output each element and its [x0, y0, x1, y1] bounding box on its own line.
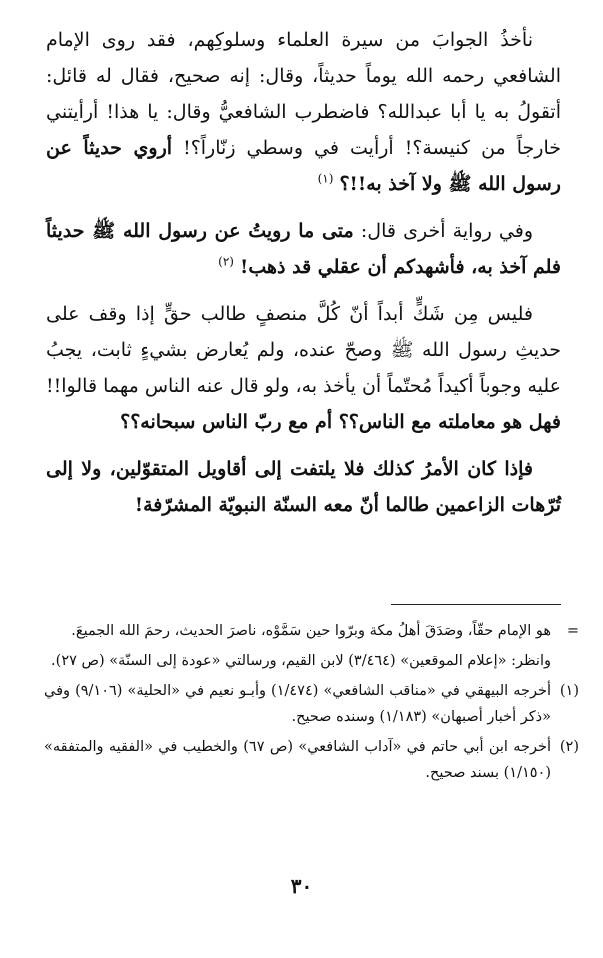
paragraph-2 [46, 213, 561, 285]
paragraph-3-question: فهل هو معاملته مع الناس؟؟ أم مع ربّ الناس سبحانه؟؟ [120, 411, 561, 433]
footnote-2 [44, 734, 579, 786]
page-number: ٣٠ [290, 874, 313, 898]
footnote-1 [44, 678, 579, 730]
footnote-1-text: أخرجه البيهقي في «مناقب الشافعي» (١/٤٧٤) وأبـو نعيم في «الحلية» (٩/١٠٦) وفي «ذكر أخبار أصبهان» (١/١٨٣) وسنده صحيح. [44, 683, 551, 725]
footnote-ref-2: (٢) [218, 254, 234, 269]
paragraph-1-text: نأخذُ الجوابَ من سيرة العلماء وسلوكِهم، فقد روى الإمام الشافعي رحمه الله يوماً حديثاً، وقال: إنه صحيح، فقال له قائل: أتقولُ به يا أبا عبدالله؟ فاضطرب الشافعيُّ وقال: يا هذا! أرأيتني خارجاً من كنيسة؟! أرأيت في وسطي زنّاراً؟! [46, 29, 562, 159]
footnote-continued-see: وانظر: «إعلام الموقعين» (٣/٤٦٤) لابن القيم، ورسالتي «عودة إلى السنّة» (ص ٢٧). [51, 653, 551, 669]
footnotes [44, 618, 579, 790]
main-text [46, 22, 561, 534]
paragraph-1-quote: أروي حديثاً عن رسول الله ﷺ ولا آخذ به!!؟ [46, 137, 561, 195]
footnote-2-text: أخرجه ابن أبي حاتم في «آداب الشافعي» (ص ٦٧) والخطيب في «الفقيه والمتفقه» (١/١٥٠) بسند صحيح. [44, 739, 551, 781]
paragraph-2-quote: متى ما رويتُ عن رسول الله ﷺ حديثاً فلم آخذ به، فأشهدكم أن عقلي قد ذهب! [46, 220, 561, 278]
paragraph-3-text: فليس مِن شَكٍّ أبداً أنّ كُلَّ منصفٍ طالب حقٍّ إذا وقف على حديثِ رسول الله ﷺ وصحّ عنده، ولم يُعارض بشيءٍ ثابت، يجبُ عليه وجوباً أكيداً مُحتّماً أن يأخذ به، ولو قال عنه الناس مهما قالوا!! [46, 303, 561, 397]
footnote-2-mark: (٢) [559, 739, 579, 755]
paragraph-2-text: وفي رواية أخرى قال: [360, 220, 534, 242]
paragraph-4: فإذا كان الأمرُ كذلك فلا يلتفت إلى أقاويل المتقوّلين، ولا إلى تُرّهات الزاعمين طالما أنّ معه السنّة النبويّة المشرّفة! [46, 458, 561, 516]
footnote-1-mark: (١) [559, 683, 579, 699]
paragraph-1 [46, 22, 561, 202]
paragraph-3 [46, 296, 561, 440]
footnote-divider [391, 604, 561, 605]
footnote-continued-text: هو الإمام حقّاً، وصَدَقَ أهلُ مكة وبرّوا حين سَمَّوْه، ناصرَ الحديث، رحمَ الله الجميعَ. [71, 623, 551, 639]
footnote-continued-mark: = [566, 623, 579, 639]
footnote-continued [44, 618, 579, 644]
footnote-ref-1: (١) [317, 171, 334, 186]
